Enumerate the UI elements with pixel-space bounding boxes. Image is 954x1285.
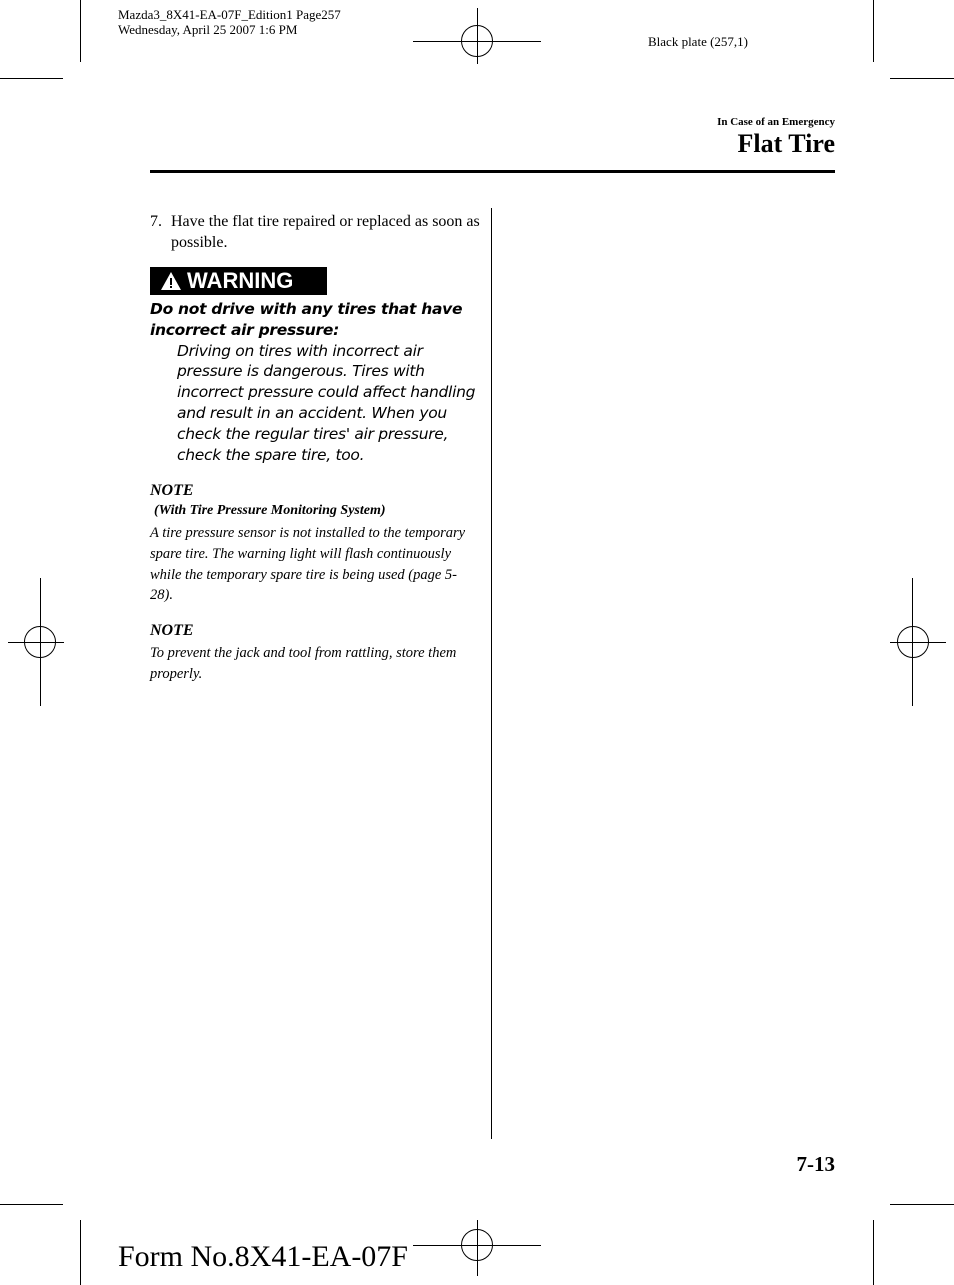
registration-circle bbox=[461, 25, 493, 57]
section-label: In Case of an Emergency bbox=[717, 116, 835, 128]
note-body: To prevent the jack and tool from rattling, store them properly. bbox=[150, 645, 457, 682]
form-number: Form No.8X41-EA-07F bbox=[118, 1240, 408, 1273]
warning-badge bbox=[150, 267, 327, 295]
print-header-line2: Wednesday, April 25 2007 1:6 PM bbox=[118, 22, 298, 37]
crop-mark bbox=[873, 1220, 874, 1285]
registration-circle bbox=[461, 1229, 493, 1261]
crop-mark bbox=[890, 78, 954, 79]
crop-mark bbox=[80, 1220, 81, 1285]
warning-body: Driving on tires with incorrect air pressure is dangerous. Tires with incorrect pressure could affect handling and result in an accident. When you check the regular tires' air pressure, check the spare tire, too. bbox=[177, 341, 476, 464]
warning-text bbox=[150, 299, 485, 465]
crop-mark bbox=[873, 0, 874, 62]
print-header bbox=[118, 7, 341, 37]
step-number: 7. bbox=[150, 213, 162, 230]
crop-mark bbox=[890, 1204, 954, 1205]
note-body: A tire pressure sensor is not installed to the temporary spare tire. The warning light will flash continuously while the temporary spare tire is being used (page 5-28). bbox=[150, 525, 466, 604]
print-header-line1: Mazda3_8X41-EA-07F_Edition1 Page257 bbox=[118, 7, 341, 22]
title-rule bbox=[150, 170, 835, 173]
page-number: 7-13 bbox=[796, 1152, 835, 1176]
warning-triangle-icon bbox=[160, 271, 182, 291]
crop-mark bbox=[0, 78, 63, 79]
warning-heading: Do not drive with any tires that have incorrect air pressure: bbox=[150, 300, 463, 339]
note-subtitle: (With Tire Pressure Monitoring System) bbox=[154, 503, 386, 518]
crop-mark bbox=[0, 1204, 63, 1205]
step-item bbox=[150, 211, 480, 253]
plate-label: Black plate (257,1) bbox=[648, 34, 748, 49]
page-title: Flat Tire bbox=[737, 129, 835, 158]
crop-mark bbox=[80, 0, 81, 62]
step-text: Have the flat tire repaired or replaced as soon as possible. bbox=[171, 213, 480, 251]
note-title: NOTE bbox=[150, 622, 194, 639]
registration-circle bbox=[897, 626, 929, 658]
note-title: NOTE bbox=[150, 482, 194, 499]
registration-circle bbox=[24, 626, 56, 658]
warning-label: WARNING bbox=[187, 268, 294, 293]
column-divider bbox=[491, 208, 492, 1139]
